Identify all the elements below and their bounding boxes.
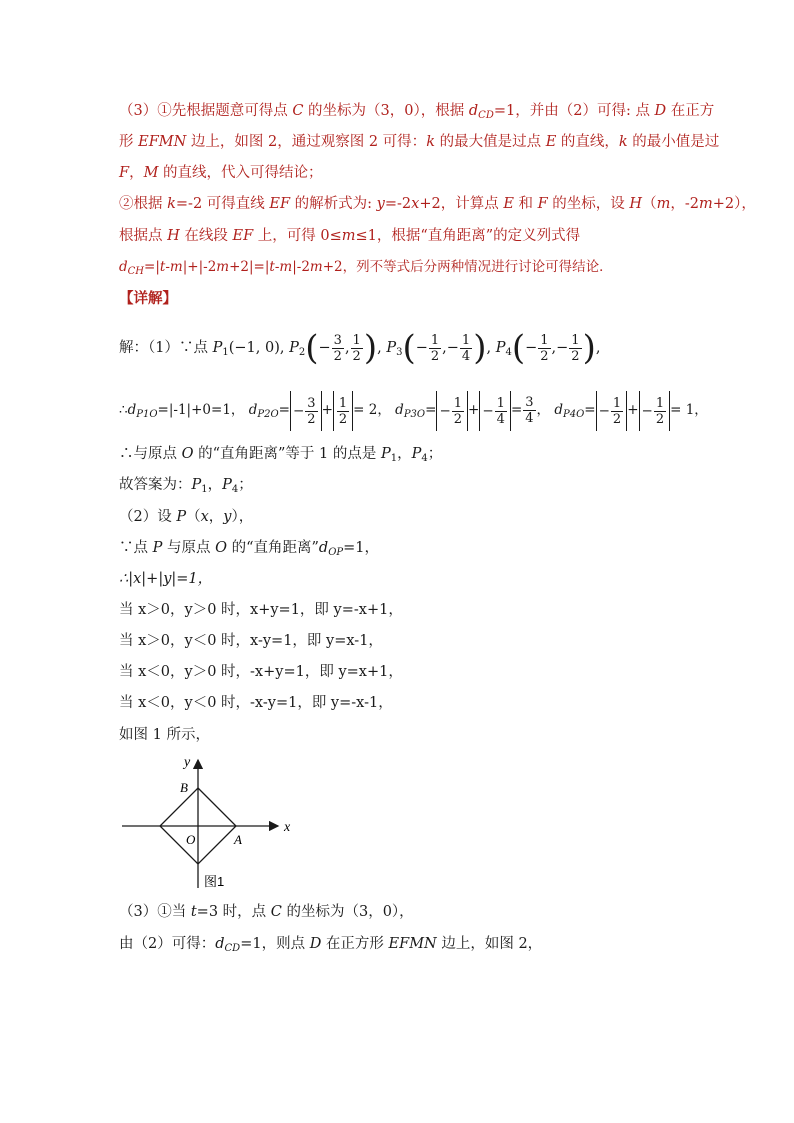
detail-heading: 【详解】 <box>119 290 177 307</box>
figure-caption: 图1 <box>204 874 225 889</box>
axis-label-x: x <box>284 820 291 835</box>
analysis-line-3: F，M 的直线，代入可得结论； <box>119 165 323 181</box>
point-label-O: O <box>186 832 196 847</box>
solution-line-part2: （2）设 P（x，y）， <box>119 509 254 525</box>
solution-case-1: 当 x＞0，y＞0 时，x+y=1，即 y=-x+1， <box>119 602 403 618</box>
solution-line-points: 解：（1）∵点 $P_1(-1$, 0), $P_2(-$ $\frac{3}{2}$ , $\frac{1}{2}$ ), $P_3(-$ $\frac{1}{2}$ ,− $\frac{1}{4}$ ), $P_4(-$ $\frac{1}{2}$ ,− $\frac{1}{2}$ ), <box>119 328 601 368</box>
figure-1 <box>118 752 318 896</box>
analysis-line-5: 根据点 H 在线段 EF 上，可得 0≤m≤1，根据“直角距离”的定义列式得 <box>119 228 581 244</box>
solution-line-abs: ∴|x|+|y|=1， <box>119 571 213 587</box>
solution-case-3: 当 x＜0，y＞0 时，-x+y=1，即 y=x+1， <box>119 664 403 680</box>
analysis-line-4: ②根据 k=-2 可得直线 EF 的解析式为: y=-2x+2，计算点 E 和 F 的坐标，设 H（m，-2m+2）， <box>119 196 756 212</box>
figure-reference: 如图 1 所示， <box>119 727 210 743</box>
figure-1-diagram <box>118 752 318 892</box>
axis-label-y: y <box>184 755 191 770</box>
solution-line-condition: ∵点 P 与原点 O 的“直角距离$”d_{OP}=1$， <box>119 540 380 558</box>
solution-part3-line-1: （3）①当 t=3 时，点 C 的坐标为（3，0）， <box>119 904 414 920</box>
point-label-A: A <box>234 832 242 847</box>
solution-line-conclusion: ∴与原点 O 的“直角距离”等于 1 的点是 $P_1$，$P_4$； <box>119 446 443 464</box>
analysis-line-1: （3）①先根据题意可得点 C 的坐标为（3，0），根据 $d_{CD}=1$，并由（2）可得: 点 D 在正方 <box>119 103 715 121</box>
solution-line-answer: 故答案为：$P_1$，$P_4$； <box>119 477 253 495</box>
solution-line-distances: $\therefore d_{P1O}=|-1|+0=1$， $d_{P2O}=$ − $\frac{3}{2}$ + $\frac{1}{2}$ = 2， $d_{P3O}=$ − $\frac{1}{2}$ + − $\frac{1}{4}$ = $\frac{3}{4}$ ， $d_{P4O}=$ − $\frac{1}{2}$ + − $\frac{1}{2}$ = 1， <box>119 390 704 430</box>
solution-part3-line-2: 由（2）可得：$d_{CD}=1$，则点 D 在正方形 EFMN 边上，如图 2， <box>119 936 543 954</box>
solution-case-2: 当 x＞0，y＜0 时，x-y=1，即 y=x-1， <box>119 633 383 649</box>
analysis-line-2: 形 EFMN 边上，如图 2，通过观察图 2 可得：k 的最大值是过点 E 的直线，k 的最小值是过 <box>119 134 720 150</box>
analysis-line-6: $d_{CH}=|t-m|+|-2m+2|=|t-m|-2m+2$，列不等式后分两种情况进行讨论可得结论． <box>119 259 613 277</box>
solution-case-4: 当 x＜0，y＜0 时，-x-y=1，即 y=-x-1， <box>119 695 393 711</box>
point-label-B: B <box>180 780 188 795</box>
